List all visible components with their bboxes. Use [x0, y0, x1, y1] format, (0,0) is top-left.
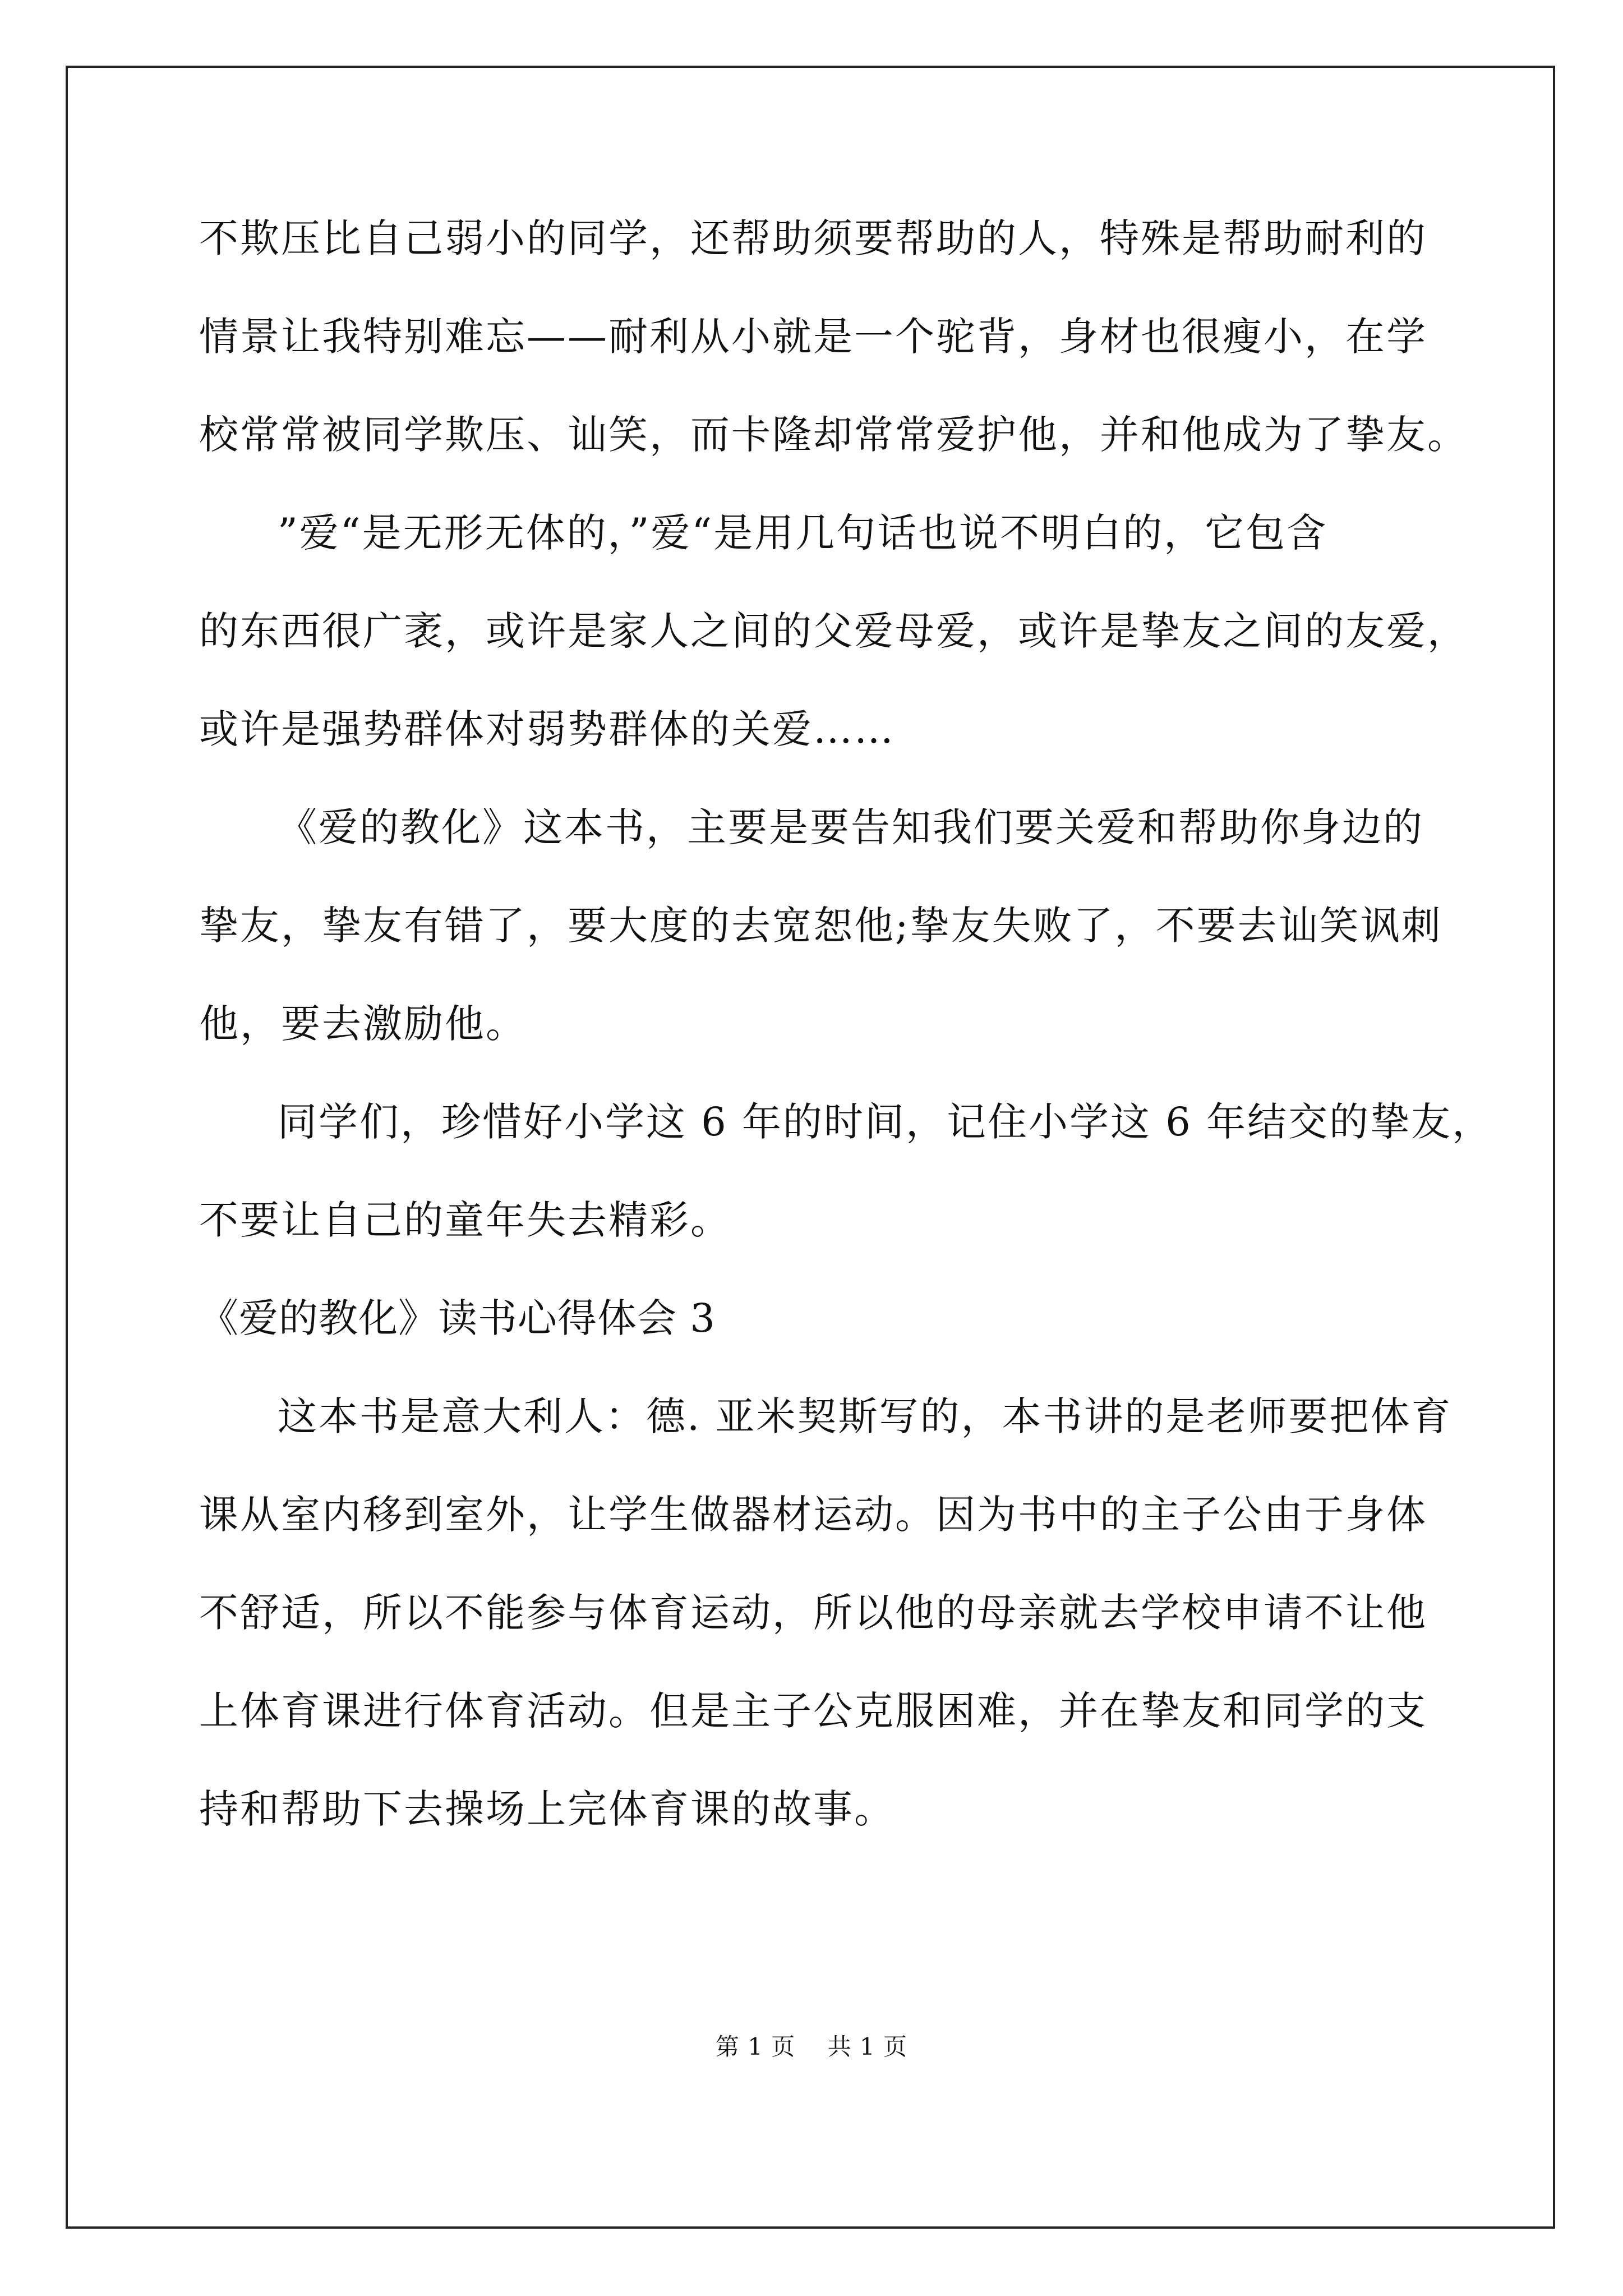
document-body [199, 215, 1493, 1888]
heading-text: 《爱的教化》读书心得体会 3 [199, 1295, 716, 1341]
text-line: 情景让我特别难忘——耐利从小就是一个驼背，身材也很瘦小，在学 [199, 314, 1427, 360]
text-line: 不要让自己的童年失去精彩。 [199, 1197, 731, 1243]
text-line: 的东西很广袤，或许是家人之间的父爱母爱，或许是挚友之间的友爱， [199, 608, 1468, 654]
text-line: 同学们，珍惜好小学这 6 年的时间，记住小学这 6 年结交的挚友， [278, 1099, 1493, 1145]
text-line: 他，要去激励他。 [199, 1001, 527, 1047]
text-line: 课从室内移到室外，让学生做器材运动。因为书中的主子公由于身体 [199, 1492, 1427, 1538]
text-line: 不舒适，所以不能参与体育运动，所以他的母亲就去学校申请不让他 [199, 1590, 1427, 1636]
paragraph [199, 1393, 1458, 1888]
text-line: 不欺压比自己弱小的同学，还帮助须要帮助的人，特殊是帮助耐利的 [199, 215, 1427, 261]
text-line: 《爱的教化》这本书，主要是要告知我们要关爱和帮助你身边的 [278, 804, 1424, 850]
text-line: 持和帮助下去操场上完体育课的故事。 [199, 1786, 895, 1832]
text-line: 或许是强势群体对弱势群体的关爱…… [199, 706, 895, 752]
text-line: ”爱“是无形无体的，”爱“是用几句话也说不明白的，它包含 [278, 510, 1328, 556]
page-footer: 第 1 页 共 1 页 [715, 2033, 908, 2060]
section-heading [199, 1295, 1458, 1397]
paragraph [199, 510, 1468, 808]
paragraph [199, 215, 1468, 513]
text-line: 上体育课进行体育活动。但是主子公克服困难，并在挚友和同学的支 [199, 1688, 1427, 1734]
text-line: 挚友，挚友有错了，要大度的去宽恕他;挚友失败了，不要去讪笑讽刺 [199, 903, 1442, 949]
text-line: 这本书是意大利人：德. 亚米契斯写的，本书讲的是老师要把体育 [278, 1393, 1453, 1439]
text-line: 校常常被同学欺压、讪笑，而卡隆却常常爱护他，并和他成为了挚友。 [199, 412, 1468, 458]
paragraph [199, 804, 1458, 1102]
paragraph [199, 1099, 1493, 1299]
